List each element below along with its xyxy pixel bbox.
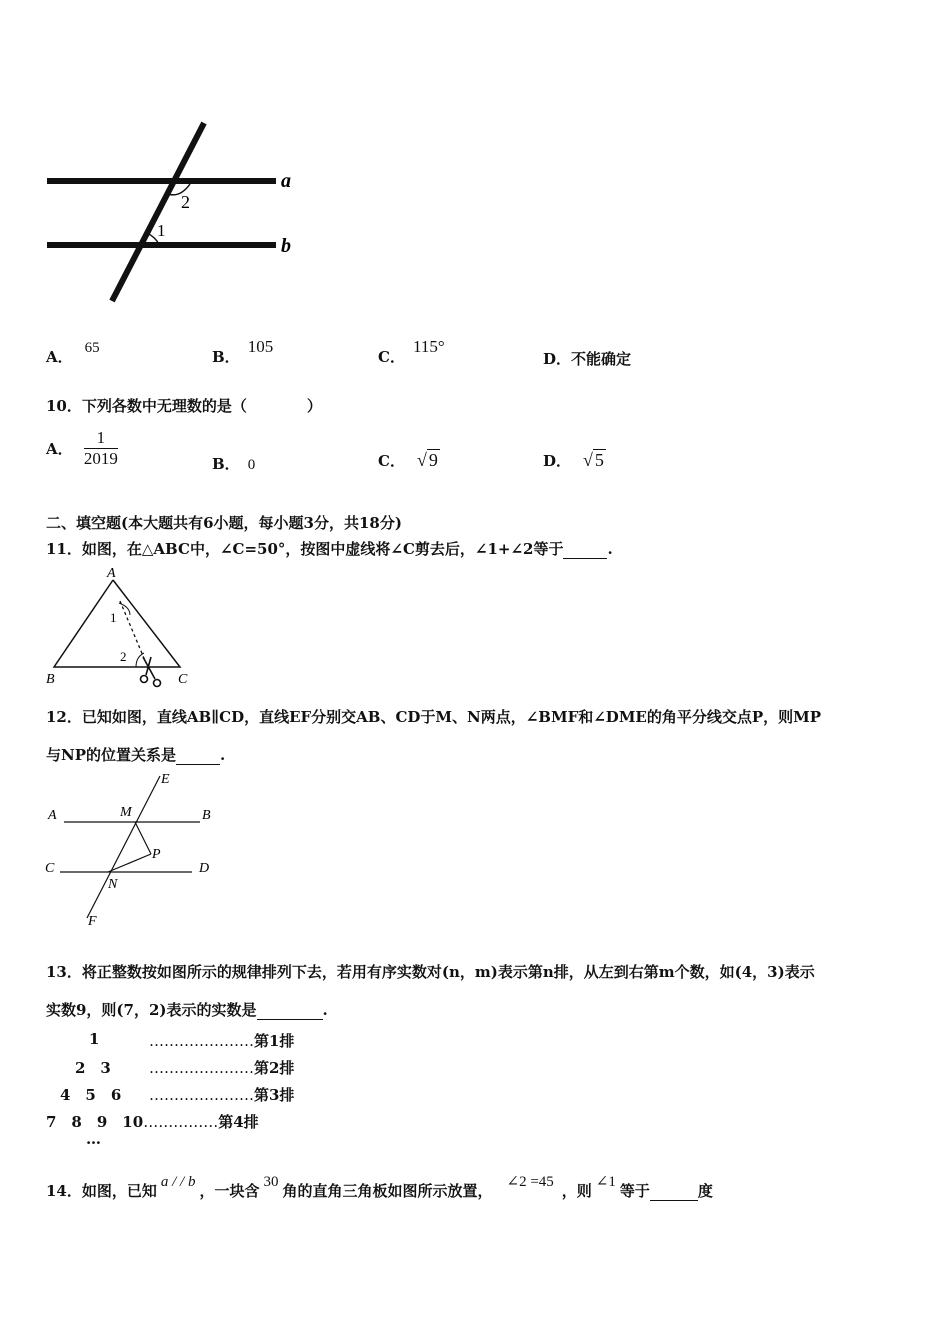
- number-row-3: [60, 1084, 121, 1105]
- point-a: A: [48, 808, 57, 823]
- q13-line1: 13．将正整数按如图所示的规律排列下去，若用有序实数对(n，m)表示第n排，从左到右第m个数，如(4，3)表示: [46, 963, 815, 981]
- q10-option-a[interactable]: [46, 428, 118, 469]
- row-numbers: 4 5 6: [60, 1086, 122, 1104]
- q10-option-c[interactable]: [378, 450, 440, 471]
- q14-math-angle2: ∠2 =45: [506, 1174, 554, 1190]
- number-row-3-tail: [149, 1084, 294, 1105]
- row-numbers: 7 8 9 10: [46, 1113, 144, 1131]
- line-ef: [87, 776, 160, 918]
- label-2: 2: [181, 192, 190, 212]
- q14-part3: 角的直角三角板如图所示放置，: [282, 1182, 493, 1200]
- q14-part4: ，则: [561, 1182, 592, 1200]
- q9-option-b[interactable]: [212, 337, 274, 367]
- point-f: F: [88, 914, 97, 929]
- answer-blank[interactable]: [650, 1182, 698, 1201]
- q14-part5: 等于: [619, 1182, 650, 1200]
- fraction-denominator: 2019: [83, 449, 118, 468]
- label-a: a: [281, 170, 291, 192]
- q14-part1: 14．如图，已知: [46, 1182, 157, 1200]
- q10-option-d[interactable]: [543, 450, 606, 471]
- point-e: E: [161, 772, 170, 787]
- segment-mp: [135, 822, 151, 854]
- row-label: 第2排: [254, 1059, 295, 1077]
- q10-stem: 10．下列各数中无理数的是（ ）: [46, 397, 322, 415]
- row-dots: …………………: [149, 1086, 254, 1104]
- transversal: [112, 123, 204, 301]
- sqrt-expression: [583, 450, 606, 470]
- q12-line1: 12．已知如图，直线AB∥CD，直线EF分别交AB、CD于M、N两点，∠BMF和∠DME的角平分线交点P，则MP: [46, 708, 822, 726]
- option-letter: D．: [543, 452, 572, 470]
- number-row-2: [75, 1057, 111, 1078]
- q9-option-d[interactable]: [543, 348, 631, 369]
- vertex-a: A: [107, 566, 116, 581]
- option-letter: C．: [378, 348, 405, 366]
- parallel-lines-figure: [40, 118, 310, 308]
- number-row-1-tail: [149, 1030, 294, 1051]
- angle-2-arc: [136, 653, 144, 667]
- answer-blank[interactable]: [563, 540, 607, 559]
- q11-stem: [46, 538, 613, 559]
- option-letter: A．: [46, 348, 73, 366]
- sqrt-icon: √: [416, 450, 427, 470]
- label-2: 2: [120, 649, 127, 664]
- row-label: 第4排: [218, 1113, 259, 1131]
- number-row-1: [89, 1030, 99, 1048]
- answer-blank[interactable]: [257, 1001, 323, 1020]
- row-numbers: 2 3: [75, 1059, 111, 1077]
- vertex-c: C: [178, 672, 188, 687]
- segment-np: [108, 854, 151, 872]
- sqrt-expression: [417, 450, 440, 470]
- row-label: 第1排: [254, 1032, 295, 1050]
- triangle-sides: [54, 580, 180, 667]
- q13-line2: [46, 999, 328, 1020]
- q12-line2-text: 与NP的位置关系是: [46, 746, 176, 764]
- point-b: B: [202, 808, 211, 823]
- option-letter: D．: [543, 350, 572, 368]
- point-m: M: [120, 805, 132, 820]
- option-letter: B．: [212, 455, 240, 473]
- q14-part6: 度: [697, 1182, 713, 1200]
- number-row-2-tail: [149, 1057, 294, 1078]
- option-letter: B．: [212, 348, 240, 366]
- row-label: 第3排: [254, 1086, 295, 1104]
- q14-part2: ，一块含: [199, 1182, 260, 1200]
- number-row-more: …: [86, 1130, 101, 1148]
- radicand: 5: [594, 450, 604, 470]
- option-value: 105: [247, 337, 274, 356]
- radicand: 9: [428, 450, 438, 470]
- scissors-icon: [141, 657, 161, 687]
- option-letter: C．: [378, 452, 405, 470]
- fraction-numerator: 1: [84, 428, 118, 449]
- label-b: b: [281, 235, 291, 257]
- section-title: 二、填空题(本大题共有6小题，每小题3分，共18分): [46, 514, 402, 532]
- triangle-figure: [40, 563, 200, 693]
- option-letter: A．: [46, 440, 73, 458]
- row-dots: …………………: [149, 1032, 254, 1050]
- q12-end: .: [220, 746, 226, 764]
- q13-line2-text: 实数9，则(7，2)表示的实数是: [46, 1001, 257, 1019]
- sqrt-icon: √: [583, 450, 593, 470]
- q11-stem-text: 11．如图，在△ABC中，∠C=50°，按图中虚线将∠C剪去后，∠1+∠2等于: [46, 540, 564, 558]
- q11-end: .: [607, 540, 613, 558]
- row-numbers: 1: [89, 1030, 100, 1048]
- point-p: P: [152, 847, 161, 862]
- answer-blank[interactable]: [176, 746, 220, 765]
- point-c: C: [45, 861, 55, 876]
- option-value: 115°: [412, 337, 445, 356]
- label-1: 1: [157, 221, 166, 240]
- number-row-4: [46, 1111, 259, 1132]
- q9-option-a[interactable]: [46, 340, 100, 367]
- q9-option-c[interactable]: [378, 337, 445, 367]
- fraction: [84, 428, 118, 469]
- row-dots: ……………: [143, 1113, 219, 1131]
- q13-end: .: [322, 1001, 328, 1019]
- point-d: D: [199, 861, 210, 876]
- q14-math-angle1: ∠1: [595, 1174, 616, 1190]
- parallel-lines-bisector-figure: [40, 768, 230, 933]
- row-dots: …………………: [149, 1059, 254, 1077]
- label-1: 1: [110, 610, 117, 625]
- option-value: 65: [84, 340, 100, 356]
- option-value: 0: [247, 457, 256, 473]
- point-n: N: [108, 877, 118, 892]
- q12-line2: [46, 744, 225, 765]
- q14-stem: [46, 1174, 713, 1201]
- q14-math-parallel: a / / b: [160, 1174, 196, 1190]
- q14-math-angle: 30: [263, 1174, 279, 1190]
- option-value: 不能确定: [571, 350, 632, 368]
- q10-option-b[interactable]: [212, 453, 255, 474]
- vertex-b: B: [46, 672, 55, 687]
